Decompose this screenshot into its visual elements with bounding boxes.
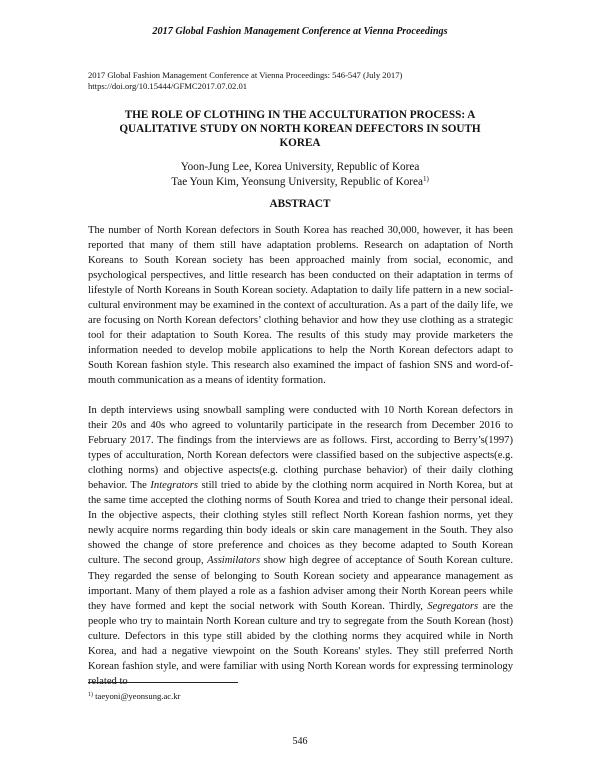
author-line bbox=[0, 160, 600, 175]
footnote-divider bbox=[88, 682, 238, 683]
footnote-email[interactable]: taeyoni@yeonsung.ac.kr bbox=[93, 691, 181, 701]
author-name: Tae Youn Kim, Yeonsung University, Republic of Korea bbox=[171, 176, 423, 188]
author-line bbox=[0, 175, 600, 190]
doi-link[interactable]: https://doi.org/10.15444/GFMC2017.07.02.01 bbox=[88, 81, 248, 91]
term-assimilators: Assimilators bbox=[207, 555, 261, 567]
paper-title: THE ROLE OF CLOTHING IN THE ACCULTURATION PROCESS: A QUALITATIVE STUDY ON NORTH KOREAN DEFECTORS IN SOUTH KOREA bbox=[119, 109, 481, 149]
author-name: Yoon-Jung Lee, Korea University, Republic of Korea bbox=[180, 161, 420, 173]
page-number: 546 bbox=[292, 736, 308, 747]
footnote-mark: 1) bbox=[88, 692, 93, 698]
abstract-paragraph: The number of North Korean defectors in South Korea has reached 30,000, however, it has been reported that many of them still have adaptation problems. Research on adaptation of North Koreans to South Korean society has been approached mainly from social, economic, and psychological perspectives, and little research has been conducted on their adaptation in terms of lifestyle of North Koreans in South Korean society. Adaptation to daily life pattern in a new social-cultural environment may be examined in the context of acculturation. As a part of the daily life, we are focusing on North Korean defectors’ clothing behavior and how they use clothing as a strategic tool for their adaptation to South Korea. The results of this study may provide marketers the information needed to develop mobile applications to help the North Korean defectors adapt to South Korean fashion style. This research also examined the impact of fashion SNS and word-of-mouth communication as a means of identity formation. bbox=[88, 225, 513, 387]
running-header: 2017 Global Fashion Management Conference at Vienna Proceedings bbox=[152, 26, 448, 37]
text-run: still tried to abide by the clothing norm acquired in North Korea, but at the same time accepted the clothing norms of South Korea and tried to change their personal ideal. In the objective aspects, their clothing styles still reflect North Korean fashion norms, yet they newly acquire norms regarding thin body ideals or skin care management in the South. They also showed the change of store preference and choices as they become adapted to South Korean culture. The second group, bbox=[88, 480, 514, 567]
citation-line: 2017 Global Fashion Management Conference at Vienna Proceedings: 546-547 (July 2017) bbox=[88, 70, 403, 80]
text-run: show high degree of acceptance of South Korean culture. They regarded the sense of belonging to South Korean society and appearance management as important. Many of them played a role as a fashion adviser among their North Korean peers while they have formed and kept the social network with South Korean. Thirdly, bbox=[88, 555, 513, 612]
term-integrators: Integrators bbox=[150, 480, 199, 492]
citation-block bbox=[88, 70, 402, 92]
footnote-marker[interactable]: 1) bbox=[422, 175, 429, 183]
term-segregators: Segregators bbox=[427, 600, 479, 612]
abstract-heading: ABSTRACT bbox=[269, 198, 331, 210]
footnote bbox=[88, 691, 180, 701]
text-run: In depth interviews using snowball sampling were conducted with 10 North Korean defectors in their 20s and 40s who agreed to voluntarily participate in the research from December 2016 to February 2017. The findings from the interviews are as follows. First, according to Berry’s(1997) types of acculturation, North Korean defectors were classified based on the subjective aspects(e.g. clothing norms) and objective aspects(e.g. clothing purchase behavior) of their daily clothing behavior. The bbox=[88, 405, 513, 492]
author-list bbox=[0, 160, 600, 190]
text-run: are the people who try to maintain North Korean culture and try to segregate from the South Korean (host) culture. Defectors in this type still abided by the clothing norms they acquired while in North Korea, and had a negative viewpoint on the South Koreans' styles. They still preferred North Korean fashion style, and were familiar with using North Korean words for expressing terminology related to bbox=[88, 600, 513, 687]
findings-paragraph bbox=[88, 403, 513, 689]
